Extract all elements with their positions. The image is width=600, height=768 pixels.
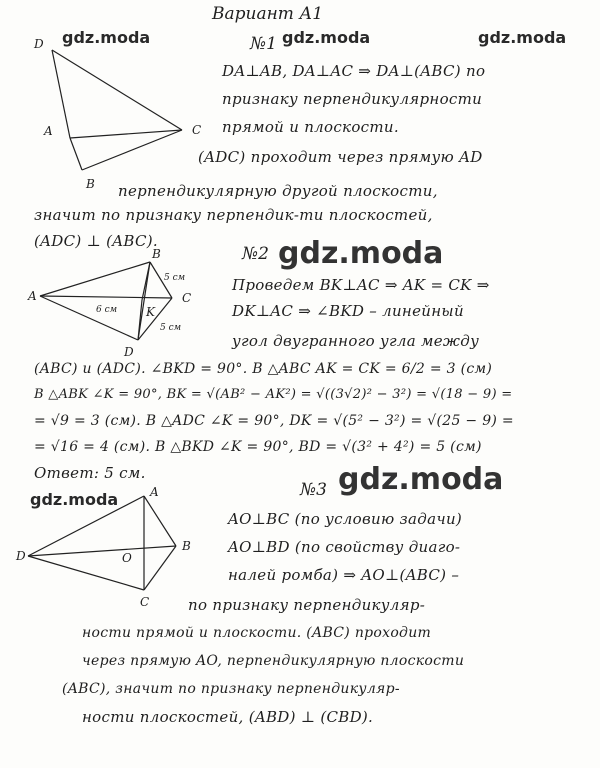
figure-label: C xyxy=(192,123,202,137)
problem2-line: Проведем BK⊥AC ⇒ AK = CK ⇒ xyxy=(232,276,490,294)
problem1-line: прямой и плоскости. xyxy=(222,118,399,136)
problem1-line: признаку перпендикулярности xyxy=(222,90,483,108)
problem3-line: через прямую AO, перпендикулярную плоскости xyxy=(82,653,465,669)
figure-label: C xyxy=(182,291,192,305)
problem1-line: перпендикулярную другой плоскости, xyxy=(118,182,438,200)
figure-label: A xyxy=(44,124,53,138)
problem3-line: по признаку перпендикуляр- xyxy=(188,596,426,614)
figure-label: B xyxy=(86,177,95,191)
problem2-line: угол двугранного угла между xyxy=(232,332,480,350)
problem2-number: №2 xyxy=(242,244,269,264)
problem2-line: = √16 = 4 (см). В △BKD ∠K = 90°, BD = √(3² + 4²) = 5 (см) xyxy=(34,439,482,455)
figure-dimension: 5 см xyxy=(164,273,186,283)
watermark: gdz.moda xyxy=(278,236,444,271)
problem3-line: AO⊥BC (по условию задачи) xyxy=(228,510,463,528)
figure-label: A xyxy=(28,289,37,303)
variant-title: Вариант А1 xyxy=(212,4,324,24)
figure-label: B xyxy=(182,539,191,553)
figure-dimension: 6 см xyxy=(96,305,118,315)
problem3-line: AO⊥BD (по свойству диаго- xyxy=(228,538,461,556)
problem2-line: = √9 = 3 (см). В △ADC ∠K = 90°, DK = √(5² − 3²) = √(25 − 9) = xyxy=(34,413,514,429)
watermark: gdz.moda xyxy=(30,490,119,509)
problem1-line: (ADC) проходит через прямую AD xyxy=(198,148,483,166)
figure-label: A xyxy=(150,485,159,499)
watermark: gdz.moda xyxy=(478,28,567,47)
problem1-line: значит по признаку перпендик-ти плоскостей, xyxy=(34,206,433,224)
figure-label: O xyxy=(122,551,132,565)
problem2-line: DK⊥AC ⇒ ∠BKD – линейный xyxy=(232,302,464,320)
watermark: gdz.moda xyxy=(62,28,151,47)
problem3-line: ности прямой и плоскости. (ABC) проходит xyxy=(82,625,432,641)
problem2-line: В △ABK ∠K = 90°, BK = √(AB² − AK²) = √((3√2)² − 3²) = √(18 − 9) = xyxy=(34,387,513,402)
problem3-line: ности плоскостей, (ABD) ⊥ (CBD). xyxy=(82,708,374,726)
problem1-line: DA⊥AB, DA⊥AC ⇒ DA⊥(ABC) по xyxy=(222,62,486,80)
figure-label: D xyxy=(16,549,26,563)
problem3-line: налей ромба) ⇒ AO⊥(ABC) – xyxy=(228,566,460,584)
watermark: gdz.moda xyxy=(338,462,504,497)
figure-dimension: 5 см xyxy=(160,323,182,333)
problem3-line: (ABC), значит по признаку перпендикуляр- xyxy=(62,681,400,697)
figure-label: C xyxy=(140,595,150,609)
figure-label: D xyxy=(34,37,44,51)
problem2-line: (ABC) и (ADC). ∠BKD = 90°. В △ABC AK = CK = 6/2 = 3 (см) xyxy=(34,361,493,377)
figure-label: K xyxy=(146,305,155,319)
problem1-line: (ADC) ⊥ (ABC). xyxy=(34,232,158,250)
watermark: gdz.moda xyxy=(282,28,371,47)
figure-label: B xyxy=(152,247,161,261)
figure-label: D xyxy=(124,345,134,359)
problem1-number: №1 xyxy=(250,34,277,54)
problem2-answer: Ответ: 5 см. xyxy=(34,464,146,482)
problem3-number: №3 xyxy=(300,480,327,500)
